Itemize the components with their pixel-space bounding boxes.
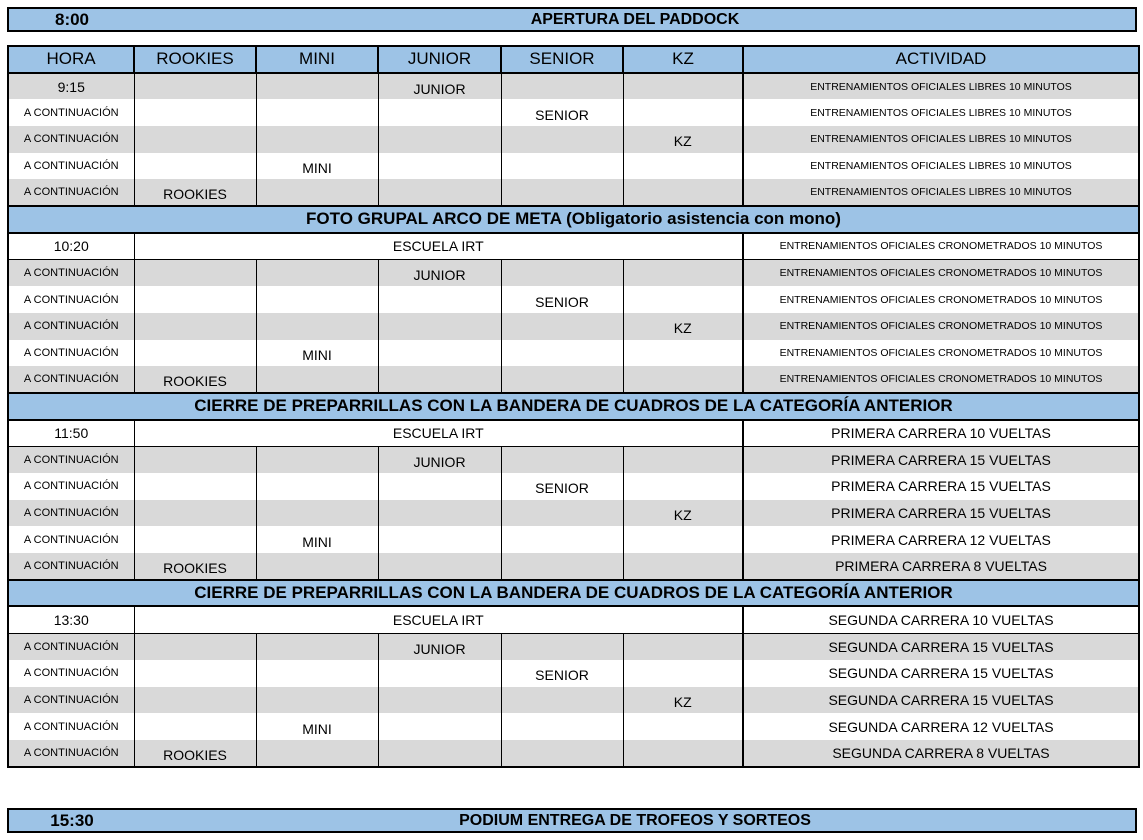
hora-cell: A CONTINUACIÓN xyxy=(8,553,134,580)
actividad-cell: PRIMERA CARRERA 15 VUELTAS xyxy=(743,500,1139,527)
separator-row xyxy=(8,206,1139,233)
cell-junior: JUNIOR xyxy=(378,633,501,660)
hora-cell: A CONTINUACIÓN xyxy=(8,366,134,393)
schedule-row xyxy=(8,340,1139,367)
cell-senior xyxy=(501,260,623,287)
cell-junior xyxy=(378,740,501,767)
separator-label: CIERRE DE PREPARRILLAS CON LA BANDERA DE CUADROS DE LA CATEGORÍA ANTERIOR xyxy=(8,580,1139,607)
hora-cell: A CONTINUACIÓN xyxy=(8,713,134,740)
cell-mini xyxy=(256,286,378,313)
cell-kz xyxy=(623,179,743,206)
cell-kz xyxy=(623,73,743,100)
cell-kz: KZ xyxy=(623,126,743,153)
actividad-cell: SEGUNDA CARRERA 15 VUELTAS xyxy=(743,660,1139,687)
cell-junior xyxy=(378,500,501,527)
cell-rookies xyxy=(134,713,256,740)
cell-senior: SENIOR xyxy=(501,99,623,126)
cell-mini xyxy=(256,366,378,393)
cell-mini xyxy=(256,553,378,580)
actividad-cell: ENTRENAMIENTOS OFICIALES CRONOMETRADOS 10 MINUTOS xyxy=(743,313,1139,340)
cell-senior xyxy=(501,446,623,473)
cell-mini: MINI xyxy=(256,526,378,553)
cell-rookies xyxy=(134,73,256,100)
actividad-cell: SEGUNDA CARRERA 10 VUELTAS xyxy=(743,606,1139,633)
escuela-cell: ESCUELA IRT xyxy=(134,233,743,260)
escuela-cell: ESCUELA IRT xyxy=(134,420,743,447)
hora-cell: A CONTINUACIÓN xyxy=(8,687,134,714)
cell-junior xyxy=(378,366,501,393)
hora-cell: A CONTINUACIÓN xyxy=(8,179,134,206)
hora-cell: A CONTINUACIÓN xyxy=(8,340,134,367)
cell-mini xyxy=(256,260,378,287)
cell-senior xyxy=(501,153,623,180)
cell-senior xyxy=(501,687,623,714)
actividad-cell: SEGUNDA CARRERA 15 VUELTAS xyxy=(743,687,1139,714)
cell-mini xyxy=(256,687,378,714)
cell-senior xyxy=(501,526,623,553)
cell-kz xyxy=(623,99,743,126)
separator-row xyxy=(8,393,1139,420)
actividad-cell: ENTRENAMIENTOS OFICIALES LIBRES 10 MINUTOS xyxy=(743,73,1139,100)
schedule-row xyxy=(8,179,1139,206)
cell-senior xyxy=(501,633,623,660)
cell-rookies xyxy=(134,500,256,527)
cell-kz xyxy=(623,286,743,313)
cell-senior xyxy=(501,126,623,153)
cell-junior xyxy=(378,687,501,714)
cell-rookies xyxy=(134,126,256,153)
schedule-row xyxy=(8,260,1139,287)
cell-rookies xyxy=(134,687,256,714)
hora-cell: A CONTINUACIÓN xyxy=(8,99,134,126)
cell-junior xyxy=(378,126,501,153)
cell-rookies xyxy=(134,340,256,367)
cell-kz: KZ xyxy=(623,500,743,527)
header-mini: MINI xyxy=(256,46,378,73)
hora-cell: 11:50 xyxy=(8,420,134,447)
cell-junior xyxy=(378,660,501,687)
actividad-cell: ENTRENAMIENTOS OFICIALES CRONOMETRADOS 10 MINUTOS xyxy=(743,233,1139,260)
header-junior: JUNIOR xyxy=(378,46,501,73)
schedule-row xyxy=(8,286,1139,313)
cell-kz xyxy=(623,446,743,473)
cell-senior xyxy=(501,500,623,527)
actividad-cell: ENTRENAMIENTOS OFICIALES LIBRES 10 MINUTOS xyxy=(743,153,1139,180)
hora-cell: 10:20 xyxy=(8,233,134,260)
actividad-cell: PRIMERA CARRERA 15 VUELTAS xyxy=(743,446,1139,473)
actividad-cell: ENTRENAMIENTOS OFICIALES LIBRES 10 MINUTOS xyxy=(743,126,1139,153)
actividad-cell: SEGUNDA CARRERA 12 VUELTAS xyxy=(743,713,1139,740)
cell-junior xyxy=(378,553,501,580)
schedule-row xyxy=(8,660,1139,687)
schedule-row xyxy=(8,99,1139,126)
schedule-row xyxy=(8,366,1139,393)
hora-cell: A CONTINUACIÓN xyxy=(8,740,134,767)
cell-junior xyxy=(378,99,501,126)
separator-row xyxy=(8,580,1139,607)
cell-rookies xyxy=(134,633,256,660)
cell-mini xyxy=(256,740,378,767)
cell-kz xyxy=(623,260,743,287)
cell-mini: MINI xyxy=(256,713,378,740)
cell-senior xyxy=(501,713,623,740)
hora-cell: A CONTINUACIÓN xyxy=(8,446,134,473)
opening-bar xyxy=(7,7,1137,32)
cell-kz xyxy=(623,553,743,580)
cell-senior xyxy=(501,340,623,367)
hora-cell: A CONTINUACIÓN xyxy=(8,633,134,660)
cell-mini: MINI xyxy=(256,153,378,180)
escuela-cell: ESCUELA IRT xyxy=(134,606,743,633)
cell-senior xyxy=(501,366,623,393)
cell-junior: JUNIOR xyxy=(378,260,501,287)
header-hora: HORA xyxy=(8,46,134,73)
cell-senior xyxy=(501,179,623,206)
cell-rookies xyxy=(134,446,256,473)
header-row xyxy=(8,46,1139,73)
cell-junior xyxy=(378,473,501,500)
schedule-row xyxy=(8,473,1139,500)
schedule-row xyxy=(8,687,1139,714)
cell-mini xyxy=(256,99,378,126)
cell-senior xyxy=(501,553,623,580)
cell-junior xyxy=(378,153,501,180)
cell-kz xyxy=(623,340,743,367)
cell-senior xyxy=(501,740,623,767)
schedule-row xyxy=(8,633,1139,660)
hora-cell: 13:30 xyxy=(8,606,134,633)
cell-junior xyxy=(378,340,501,367)
schedule-row xyxy=(8,500,1139,527)
actividad-cell: ENTRENAMIENTOS OFICIALES CRONOMETRADOS 10 MINUTOS xyxy=(743,340,1139,367)
cell-kz xyxy=(623,366,743,393)
cell-rookies xyxy=(134,286,256,313)
cell-rookies: ROOKIES xyxy=(134,366,256,393)
actividad-cell: ENTRENAMIENTOS OFICIALES CRONOMETRADOS 10 MINUTOS xyxy=(743,286,1139,313)
cell-mini xyxy=(256,660,378,687)
cell-kz xyxy=(623,153,743,180)
separator-label: CIERRE DE PREPARRILLAS CON LA BANDERA DE CUADROS DE LA CATEGORÍA ANTERIOR xyxy=(8,393,1139,420)
cell-mini xyxy=(256,73,378,100)
cell-junior xyxy=(378,313,501,340)
opening-label: APERTURA DEL PADDOCK xyxy=(530,11,740,28)
actividad-cell: ENTRENAMIENTOS OFICIALES CRONOMETRADOS 10 MINUTOS xyxy=(743,260,1139,287)
cell-rookies xyxy=(134,473,256,500)
hora-cell: A CONTINUACIÓN xyxy=(8,260,134,287)
header-senior: SENIOR xyxy=(501,46,623,73)
cell-mini xyxy=(256,313,378,340)
cell-kz xyxy=(623,660,743,687)
cell-mini xyxy=(256,633,378,660)
cell-senior: SENIOR xyxy=(501,660,623,687)
schedule-row xyxy=(8,740,1139,767)
cell-mini xyxy=(256,179,378,206)
actividad-cell: ENTRENAMIENTOS OFICIALES CRONOMETRADOS 10 MINUTOS xyxy=(743,366,1139,393)
actividad-cell: PRIMERA CARRERA 10 VUELTAS xyxy=(743,420,1139,447)
cell-kz: KZ xyxy=(623,687,743,714)
closing-label: PODIUM ENTREGA DE TROFEOS Y SORTEOS xyxy=(459,812,811,829)
cell-senior: SENIOR xyxy=(501,473,623,500)
cell-rookies xyxy=(134,153,256,180)
cell-junior: JUNIOR xyxy=(378,73,501,100)
hora-cell: A CONTINUACIÓN xyxy=(8,286,134,313)
cell-rookies xyxy=(134,260,256,287)
schedule-row xyxy=(8,153,1139,180)
hora-cell: A CONTINUACIÓN xyxy=(8,153,134,180)
cell-kz xyxy=(623,526,743,553)
schedule-row xyxy=(8,446,1139,473)
schedule-row xyxy=(8,553,1139,580)
schedule-row xyxy=(8,313,1139,340)
schedule-body xyxy=(8,46,1139,767)
cell-junior xyxy=(378,526,501,553)
cell-rookies xyxy=(134,660,256,687)
hora-cell: A CONTINUACIÓN xyxy=(8,473,134,500)
escuela-row xyxy=(8,420,1139,447)
schedule-row xyxy=(8,713,1139,740)
cell-junior xyxy=(378,179,501,206)
hora-cell: A CONTINUACIÓN xyxy=(8,500,134,527)
cell-senior: SENIOR xyxy=(501,286,623,313)
schedule-table xyxy=(7,45,1140,768)
cell-kz xyxy=(623,740,743,767)
cell-kz xyxy=(623,473,743,500)
cell-junior xyxy=(378,286,501,313)
cell-mini xyxy=(256,500,378,527)
cell-mini xyxy=(256,446,378,473)
hora-cell: 9:15 xyxy=(8,73,134,100)
actividad-cell: ENTRENAMIENTOS OFICIALES LIBRES 10 MINUTOS xyxy=(743,99,1139,126)
closing-bar xyxy=(7,808,1137,833)
cell-junior: JUNIOR xyxy=(378,446,501,473)
cell-junior xyxy=(378,713,501,740)
cell-mini xyxy=(256,126,378,153)
actividad-cell: PRIMERA CARRERA 15 VUELTAS xyxy=(743,473,1139,500)
cell-rookies: ROOKIES xyxy=(134,553,256,580)
header-rookies: ROOKIES xyxy=(134,46,256,73)
actividad-cell: PRIMERA CARRERA 12 VUELTAS xyxy=(743,526,1139,553)
escuela-row xyxy=(8,233,1139,260)
cell-rookies xyxy=(134,313,256,340)
hora-cell: A CONTINUACIÓN xyxy=(8,526,134,553)
actividad-cell: SEGUNDA CARRERA 15 VUELTAS xyxy=(743,633,1139,660)
cell-rookies xyxy=(134,99,256,126)
cell-kz: KZ xyxy=(623,313,743,340)
hora-cell: A CONTINUACIÓN xyxy=(8,660,134,687)
actividad-cell: PRIMERA CARRERA 8 VUELTAS xyxy=(743,553,1139,580)
cell-senior xyxy=(501,313,623,340)
schedule-row xyxy=(8,526,1139,553)
cell-senior xyxy=(501,73,623,100)
closing-time: 15:30 xyxy=(50,811,94,830)
cell-rookies: ROOKIES xyxy=(134,179,256,206)
actividad-cell: ENTRENAMIENTOS OFICIALES LIBRES 10 MINUTOS xyxy=(743,179,1139,206)
escuela-row xyxy=(8,606,1139,633)
cell-mini xyxy=(256,473,378,500)
cell-rookies xyxy=(134,526,256,553)
schedule-row xyxy=(8,73,1139,100)
hora-cell: A CONTINUACIÓN xyxy=(8,313,134,340)
cell-kz xyxy=(623,633,743,660)
hora-cell: A CONTINUACIÓN xyxy=(8,126,134,153)
actividad-cell: SEGUNDA CARRERA 8 VUELTAS xyxy=(743,740,1139,767)
opening-time: 8:00 xyxy=(54,10,90,29)
header-kz: KZ xyxy=(623,46,743,73)
cell-mini: MINI xyxy=(256,340,378,367)
cell-rookies: ROOKIES xyxy=(134,740,256,767)
separator-label: FOTO GRUPAL ARCO DE META (Obligatorio asistencia con mono) xyxy=(8,206,1139,233)
cell-kz xyxy=(623,713,743,740)
schedule-row xyxy=(8,126,1139,153)
header-actividad: ACTIVIDAD xyxy=(743,46,1139,73)
